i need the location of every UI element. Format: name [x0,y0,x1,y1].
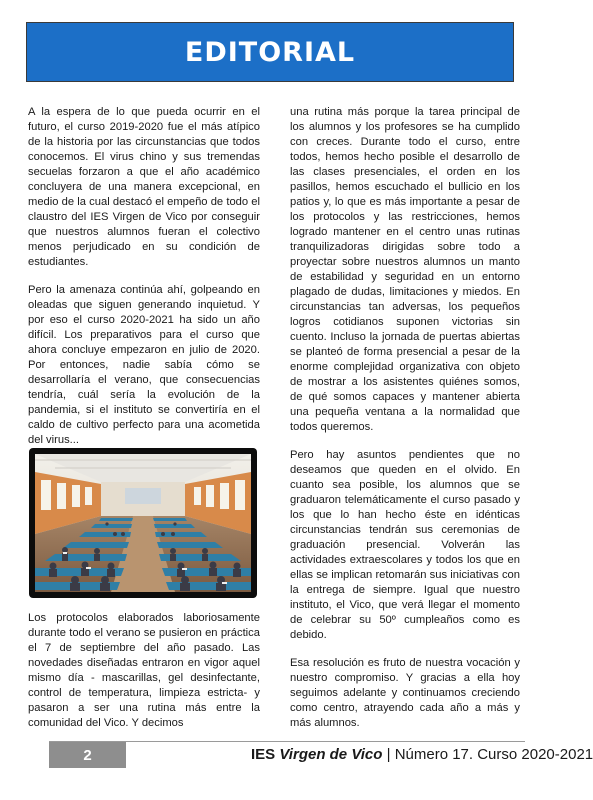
auditorium-students-image [35,454,251,592]
article-left-column [28,105,260,461]
footer-publication [251,746,593,763]
article-right-column [290,105,520,744]
footer-school: IES [251,746,276,763]
article-paragraph: A la espera de lo que pueda ocurrir en el futuro, el curso 2019-2020 fue el más atípico de la historia por las circunstancias que todos conocemos. El virus chino y sus tremendas secuelas forzaron a que el año académico concluyera de una manera excepcional, en medio de la cual destacó el empeño de todo el claustro del IES Virgen de Vico por conseguir que nuestros alumnos fueran el colectivo menos perjudicado en su condición de estudiantes. [28,106,260,268]
article-paragraph: Esa resolución es fruto de nuestra vocación y nuestro compromiso. Y gracias a ella hoy seguimos adelante y continuamos creciendo como centro, atrayendo cada año a más y más alumnos. [290,657,520,729]
page-number-box [49,742,126,768]
page-number: 2 [83,746,92,764]
page-title: EDITORIAL [184,36,356,68]
assembly-hall-photo [35,454,251,592]
footer-magazine-name: Virgen de Vico [279,746,383,763]
editorial-banner [26,22,514,82]
article-paragraph: una rutina más porque la tarea principal de los alumnos y los profesores se ha cumplido con creces. Durante todo el curso, entre todos, hemos hecho posible el desarrollo de las clases presenciales, el orden en los pasillos, hemos escuchado el bullicio en los patios y, lo que es más importante a pesar de los protocolos y las restricciones, hemos logrado mantener en el centro unas rutinas tranquilizadoras dirigidas sobre todo a proyectar sobre nuestros alumnos un manto de estabilidad y seguridad en un entorno plagado de dudas, limitaciones y miedos. En circunstancias tan adversas, los pequeños logros cotidianos suponen victorias sin cuento. Incluso la jornada de puertas abiertas se planteó de forma presencial a pesar de la enorme complejidad organizativa con objeto de mostrar a los asistentes quiénes somos, de qué somos capaces y mantener abierta una pequeña ventana a la normalidad que todos queremos. [290,106,520,433]
footer-issue: | Número 17. Curso 2020-2021 [386,746,593,763]
assembly-hall-photo-frame [29,448,257,598]
article-paragraph: Los protocolos elaborados laboriosamente durante todo el verano se pusieron en práctica el 7 de septiembre del año pasado. Las novedades diseñadas entraron en vigor aquel mismo día - mascarillas, gel desinfectante, control de temperatura, limpieza estricta- y pasaron a ser una rutina más entre la comunidad del Vico. Y decimos [28,612,260,729]
article-paragraph: Pero la amenaza continúa ahí, golpeando en oleadas que siguen generando inquietud. Y por eso el curso 2020-2021 ha sido un año difícil. Los preparativos para el curso que ahora concluye empezaron en julio de 2020. Por entonces, nadie sabía cómo se desarrollaría el verano, que consecuencias tendría, cuál sería la evolución de la pandemia, si el instituto se convertiría en el caldo de cultivo perfecto para una acometida del virus... [28,284,260,446]
article-paragraph: Pero hay asuntos pendientes que no deseamos que queden en el olvido. En cuanto sea posible, los alumnos que se graduaron telemáticamente el curso pasado y los que lo han hecho éste en idénticas circunstancias tendrán sus ceremonias de graduación presencial. Volverán las actividades extraescolares y todos los que en ellas se implican retomarán sus iniciativas con la entrega de siempre. Igual que nuestro instituto, el Vico, que verá llegar el momento de celebrar su 50º cumpleaños como es debido. [290,449,520,641]
article-left-bottom-column [28,611,260,744]
